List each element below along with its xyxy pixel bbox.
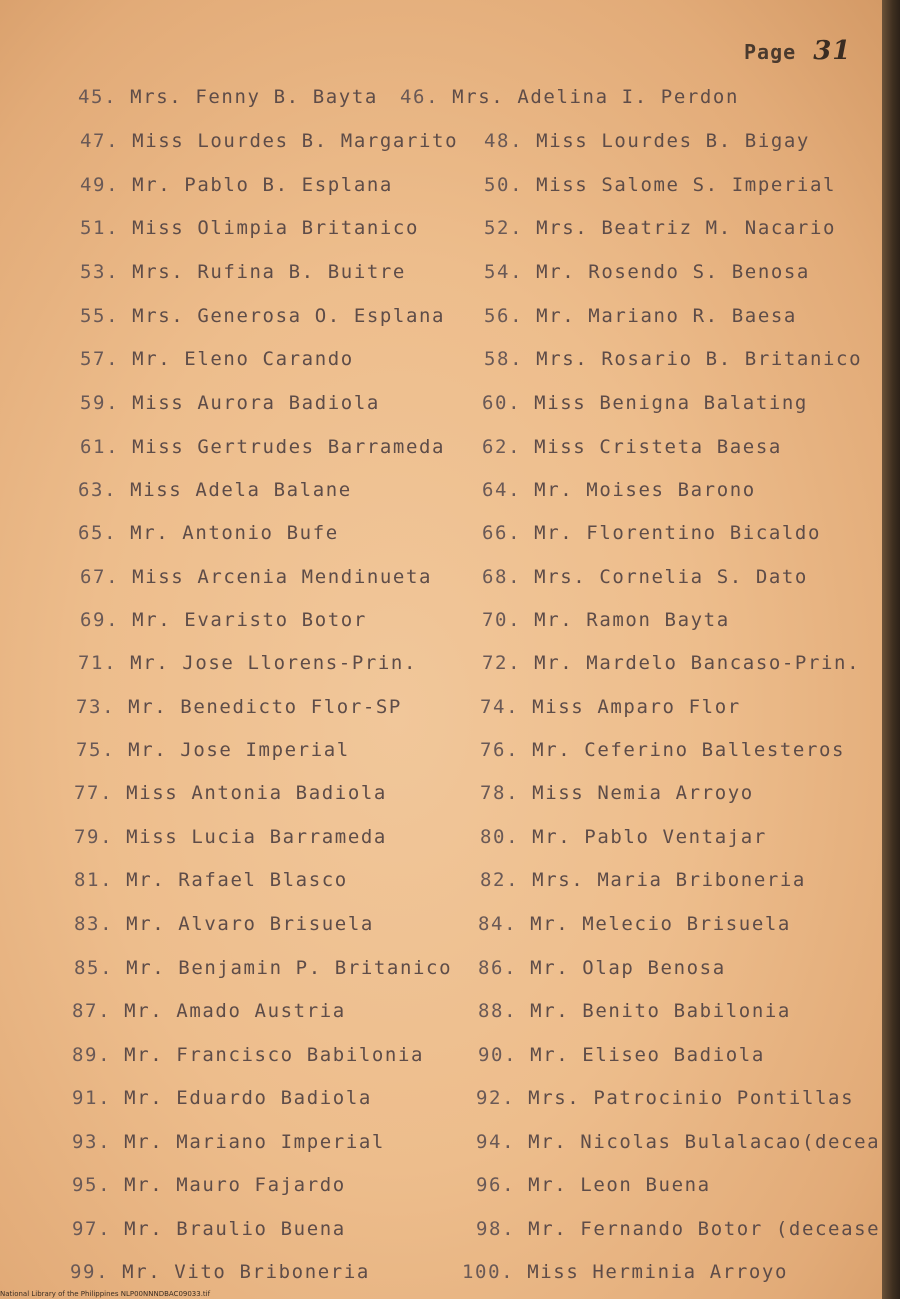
item-name: Miss Herminia Arroyo (527, 1261, 788, 1283)
item-name: Mr. Mauro Fajardo (124, 1174, 346, 1196)
item-number: 47. (80, 130, 133, 152)
list-item (480, 826, 767, 848)
item-name: Mr. Eliseo Badiola (530, 1044, 765, 1066)
item-number: 98. (476, 1218, 529, 1240)
item-number: 97. (72, 1218, 125, 1240)
item-number: 61. (80, 436, 133, 458)
list-item (482, 652, 860, 674)
list-item (80, 130, 458, 152)
list-item (482, 436, 782, 458)
item-number: 86. (478, 957, 531, 979)
list-item (484, 174, 836, 196)
item-name: Mrs. Generosa O. Esplana (132, 305, 446, 327)
list-item (484, 305, 797, 327)
item-name: Miss Gertrudes Barrameda (132, 436, 446, 458)
list-item (478, 1044, 765, 1066)
item-number: 79. (74, 826, 127, 848)
item-name: Mr. Jose Imperial (128, 739, 350, 761)
item-name: Mr. Braulio Buena (124, 1218, 346, 1240)
item-name: Mr. Mardelo Bancaso-Prin. (534, 652, 861, 674)
item-number: 88. (478, 1000, 531, 1022)
list-item (72, 1174, 346, 1196)
item-number: 99. (70, 1261, 123, 1283)
list-item (78, 522, 339, 544)
list-item (72, 1131, 385, 1153)
list-item (80, 392, 380, 414)
item-number: 83. (74, 913, 127, 935)
item-number: 49. (80, 174, 133, 196)
item-name: Mr. Francisco Babilonia (124, 1044, 425, 1066)
item-name: Miss Antonia Badiola (126, 782, 387, 804)
scan-footer: National Library of the Philippines NLP00NNNDBAC09033.tif (0, 1290, 211, 1298)
item-number: 73. (76, 696, 129, 718)
list-item (80, 566, 432, 588)
list-item (78, 479, 352, 501)
item-number: 76. (480, 739, 533, 761)
item-name: Mr. Rosendo S. Benosa (536, 261, 810, 283)
item-name: Mr. Benedicto Flor-SP (128, 696, 402, 718)
item-name: Miss Aurora Badiola (132, 392, 380, 414)
item-number: 94. (476, 1131, 529, 1153)
item-name: Mr. Olap Benosa (530, 957, 726, 979)
item-name: Miss Lucia Barrameda (126, 826, 387, 848)
item-number: 91. (72, 1087, 125, 1109)
item-name: Miss Salome S. Imperial (536, 174, 837, 196)
list-item (74, 782, 387, 804)
item-number: 100. (462, 1261, 528, 1283)
item-number: 74. (480, 696, 533, 718)
item-name: Mr. Fernando Botor (decease (528, 1218, 881, 1240)
item-name: Mrs. Fenny B. Bayta (130, 86, 378, 108)
item-number: 48. (484, 130, 537, 152)
item-name: Mr. Florentino Bicaldo (534, 522, 822, 544)
item-name: Mr. Moises Barono (534, 479, 756, 501)
item-name: Mr. Ceferino Ballesteros (532, 739, 846, 761)
item-name: Mrs. Beatriz M. Nacario (536, 217, 837, 239)
list-item (482, 392, 808, 414)
list-item (478, 957, 726, 979)
list-item (476, 1087, 854, 1109)
list-item (80, 305, 445, 327)
list-item (76, 696, 402, 718)
list-item (80, 436, 445, 458)
list-item (484, 217, 836, 239)
list-item (478, 913, 791, 935)
list-item (76, 739, 350, 761)
item-name: Miss Lourdes B. Bigay (536, 130, 810, 152)
list-item (74, 957, 452, 979)
item-number: 89. (72, 1044, 125, 1066)
item-number: 56. (484, 305, 537, 327)
item-name: Mr. Pablo Ventajar (532, 826, 767, 848)
item-name: Miss Benigna Balating (534, 392, 808, 414)
page-edge (882, 0, 900, 1299)
item-name: Mr. Vito Briboneria (122, 1261, 370, 1283)
list-item (462, 1261, 788, 1283)
item-name: Mr. Eduardo Badiola (124, 1087, 372, 1109)
item-number: 78. (480, 782, 533, 804)
item-number: 64. (482, 479, 535, 501)
item-name: Mr. Mariano R. Baesa (536, 305, 797, 327)
item-number: 68. (482, 566, 535, 588)
item-name: Mr. Evaristo Botor (132, 609, 367, 631)
item-number: 80. (480, 826, 533, 848)
list-item (480, 739, 845, 761)
item-number: 50. (484, 174, 537, 196)
item-name: Mr. Pablo B. Esplana (132, 174, 393, 196)
list-item (72, 1044, 424, 1066)
list-item (482, 522, 821, 544)
list-item (80, 609, 367, 631)
item-number: 69. (80, 609, 133, 631)
item-name: Mrs. Cornelia S. Dato (534, 566, 808, 588)
list-item (400, 86, 739, 108)
item-number: 54. (484, 261, 537, 283)
list-item (72, 1218, 346, 1240)
list-item (482, 609, 730, 631)
item-name: Mr. Benjamin P. Britanico (126, 957, 453, 979)
item-number: 71. (78, 652, 131, 674)
item-number: 57. (80, 348, 133, 370)
page-number: 31 (813, 36, 852, 66)
item-name: Mrs. Rufina B. Buitre (132, 261, 406, 283)
item-name: Mr. Jose Llorens-Prin. (130, 652, 418, 674)
item-number: 92. (476, 1087, 529, 1109)
item-name: Miss Adela Balane (130, 479, 352, 501)
item-number: 63. (78, 479, 131, 501)
item-number: 62. (482, 436, 535, 458)
list-item (78, 652, 417, 674)
page-label: Page (744, 40, 797, 64)
item-number: 52. (484, 217, 537, 239)
item-number: 55. (80, 305, 133, 327)
item-name: Mr. Nicolas Bulalacao(decea (528, 1131, 881, 1153)
page-header (744, 36, 851, 66)
item-name: Mr. Benito Babilonia (530, 1000, 791, 1022)
list-item (70, 1261, 370, 1283)
item-number: 66. (482, 522, 535, 544)
item-name: Mrs. Adelina I. Perdon (452, 86, 740, 108)
list-item (80, 174, 393, 196)
list-item (74, 913, 374, 935)
item-name: Mrs. Patrocinio Pontillas (528, 1087, 855, 1109)
item-name: Mr. Antonio Bufe (130, 522, 339, 544)
item-name: Mr. Alvaro Brisuela (126, 913, 374, 935)
list-item (74, 826, 387, 848)
list-item (476, 1218, 880, 1240)
list-item (78, 86, 378, 108)
item-name: Miss Olimpia Britanico (132, 217, 420, 239)
list-item (74, 869, 348, 891)
item-number: 85. (74, 957, 127, 979)
list-item (482, 479, 756, 501)
item-number: 77. (74, 782, 127, 804)
item-number: 58. (484, 348, 537, 370)
item-number: 95. (72, 1174, 125, 1196)
item-name: Miss Amparo Flor (532, 696, 741, 718)
item-number: 65. (78, 522, 131, 544)
item-name: Miss Nemia Arroyo (532, 782, 754, 804)
item-number: 59. (80, 392, 133, 414)
list-item (80, 217, 419, 239)
list-item (80, 261, 406, 283)
item-number: 60. (482, 392, 535, 414)
list-item (72, 1000, 346, 1022)
list-item (72, 1087, 372, 1109)
list-item (480, 696, 741, 718)
item-name: Mr. Amado Austria (124, 1000, 346, 1022)
list-item (478, 1000, 791, 1022)
item-name: Mrs. Rosario B. Britanico (536, 348, 863, 370)
item-name: Mr. Ramon Bayta (534, 609, 730, 631)
item-name: Miss Arcenia Mendinueta (132, 566, 433, 588)
item-number: 45. (78, 86, 131, 108)
item-name: Mr. Leon Buena (528, 1174, 711, 1196)
item-name: Mr. Eleno Carando (132, 348, 354, 370)
item-number: 51. (80, 217, 133, 239)
item-number: 81. (74, 869, 127, 891)
item-number: 87. (72, 1000, 125, 1022)
item-number: 96. (476, 1174, 529, 1196)
item-name: Mrs. Maria Briboneria (532, 869, 806, 891)
list-item (482, 566, 808, 588)
list-item (484, 348, 862, 370)
list-item (476, 1131, 880, 1153)
item-number: 46. (400, 86, 453, 108)
list-item (484, 130, 810, 152)
item-number: 72. (482, 652, 535, 674)
item-number: 53. (80, 261, 133, 283)
list-item (476, 1174, 711, 1196)
list-item (80, 348, 354, 370)
item-number: 67. (80, 566, 133, 588)
list-item (484, 261, 810, 283)
list-item (480, 782, 754, 804)
item-name: Mr. Mariano Imperial (124, 1131, 385, 1153)
item-name: Miss Lourdes B. Margarito (132, 130, 459, 152)
item-number: 93. (72, 1131, 125, 1153)
item-name: Miss Cristeta Baesa (534, 436, 782, 458)
item-number: 84. (478, 913, 531, 935)
item-number: 75. (76, 739, 129, 761)
item-number: 82. (480, 869, 533, 891)
item-name: Mr. Rafael Blasco (126, 869, 348, 891)
item-number: 70. (482, 609, 535, 631)
item-number: 90. (478, 1044, 531, 1066)
list-item (480, 869, 806, 891)
item-name: Mr. Melecio Brisuela (530, 913, 791, 935)
